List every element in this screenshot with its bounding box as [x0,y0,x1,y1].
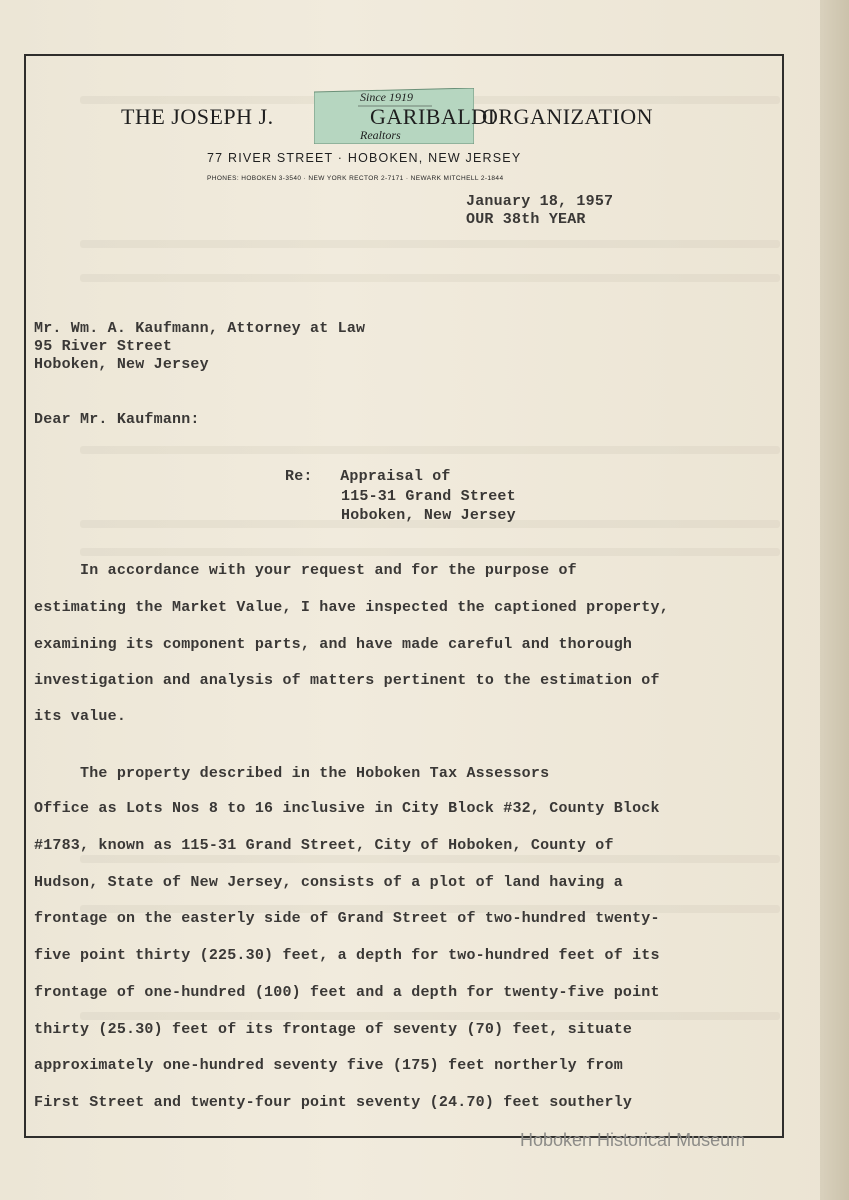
body-line: Office as Lots Nos 8 to 16 inclusive in City Block #32, County Block [34,800,660,817]
body-line: approximately one-hundred seventy five (175) feet northerly from [34,1057,623,1074]
body-line: estimating the Market Value, I have inspected the captioned property, [34,599,669,616]
re-line: 115-31 Grand Street [341,488,516,505]
since-label: Since 1919 [360,90,413,104]
recipient-line: Hoboken, New Jersey [34,356,209,373]
paper-edge [820,0,849,1200]
body-line: The property described in the Hoboken Tax Assessors [34,765,550,782]
page-border [24,54,784,1138]
re-line: Hoboken, New Jersey [341,507,516,524]
body-line: investigation and analysis of matters pertinent to the estimation of [34,672,660,689]
company-name-left: THE JOSEPH J. [121,104,274,129]
re-label: Re: [285,468,313,485]
company-name-mid: GARIBALDI [370,104,496,129]
letter-date: January 18, 1957 [466,193,614,210]
body-line: frontage of one-hundred (100) feet and a depth for twenty-five point [34,984,660,1001]
museum-watermark: Hoboken Historical Museum [520,1130,746,1150]
recipient-line: Mr. Wm. A. Kaufmann, Attorney at Law [34,320,366,337]
body-line: #1783, known as 115-31 Grand Street, City of Hoboken, County of [34,837,614,854]
body-line: thirty (25.30) feet of its frontage of seventy (70) feet, situate [34,1021,633,1038]
body-line: In accordance with your request and for the purpose of [34,562,577,579]
body-line: its value. [34,708,127,725]
body-line: frontage on the easterly side of Grand Street of two-hundred twenty- [34,910,660,927]
realtors-label: Realtors [360,128,401,142]
re-block [285,468,451,485]
body-line: First Street and twenty-four point seventy (24.70) feet southerly [34,1094,633,1111]
salutation: Dear Mr. Kaufmann: [34,411,200,428]
body-line: examining its component parts, and have made careful and thorough [34,636,633,653]
body-line: five point thirty (225.30) feet, a depth for two-hundred feet of its [34,947,660,964]
anniversary-line: OUR 38th YEAR [466,211,586,228]
body-line: Hudson, State of New Jersey, consists of a plot of land having a [34,874,623,891]
company-address: 77 RIVER STREET · HOBOKEN, NEW JERSEY [207,151,522,165]
company-name-right: ORGANIZATION [482,104,653,129]
company-phones: PHONES: HOBOKEN 3-3540 · NEW YORK RECTOR 2-7171 · NEWARK MITCHELL 2-1844 [207,175,504,182]
re-line: Appraisal of [340,468,451,485]
recipient-line: 95 River Street [34,338,173,355]
